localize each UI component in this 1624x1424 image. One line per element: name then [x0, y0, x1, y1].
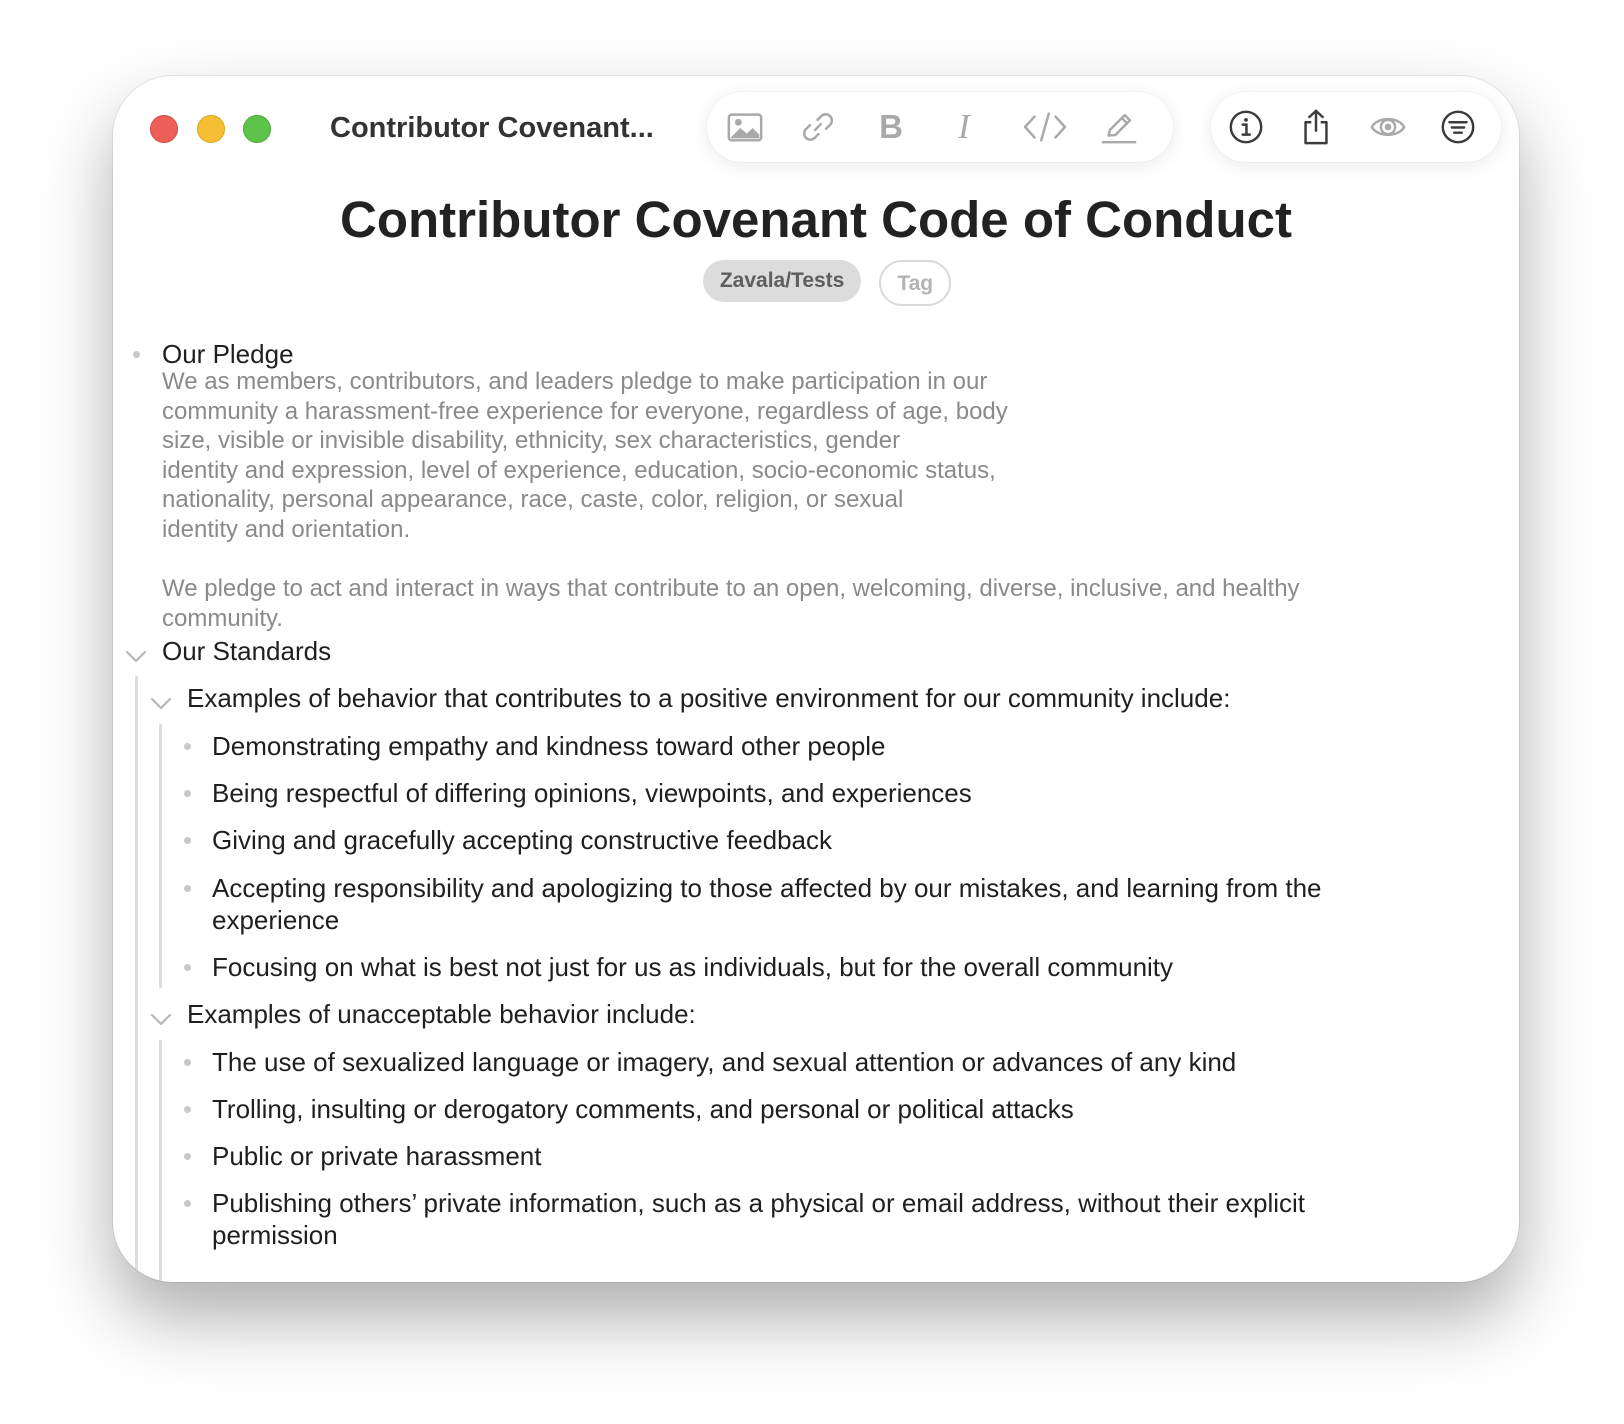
code-icon: [1021, 108, 1069, 146]
window-title: Contributor Covenant...: [330, 112, 654, 144]
share-icon: [1297, 108, 1335, 146]
note-line[interactable]: We pledge to act and interact in ways that contribute to an open, welcoming, diverse, inclusive, and healthy: [162, 575, 1300, 602]
list-item-continuation[interactable]: permission: [212, 1220, 338, 1250]
outline-row-standards[interactable]: Our Standards: [162, 636, 332, 666]
add-tag-field[interactable]: Tag: [879, 260, 951, 306]
filter-icon: [1439, 108, 1477, 146]
disclosure-chevron-icon[interactable]: [123, 643, 149, 669]
tag-chip[interactable]: Zavala/Tests: [703, 260, 862, 302]
bullet-icon: [184, 837, 191, 844]
note-line[interactable]: community a harassment-free experience for everyone, regardless of age, body: [162, 397, 1008, 425]
format-toolbar: [707, 92, 1173, 162]
highlight-button[interactable]: [1099, 107, 1139, 147]
bullet-icon: [184, 964, 191, 971]
bullet-icon: [184, 790, 191, 797]
disclosure-chevron-icon[interactable]: [148, 690, 174, 716]
bullet-icon: [184, 1106, 191, 1113]
italic-icon: I: [958, 107, 970, 146]
note-line[interactable]: identity and expression, level of experience, education, socio-economic status,: [162, 456, 996, 484]
highlight-icon: [1100, 108, 1138, 146]
list-item[interactable]: Demonstrating empathy and kindness toward other people: [212, 731, 886, 761]
note-line[interactable]: nationality, personal appearance, race, caste, color, religion, or sexual: [162, 486, 904, 514]
bullet-icon: [184, 1200, 191, 1207]
italic-button[interactable]: [944, 107, 984, 147]
filter-button[interactable]: [1438, 107, 1478, 147]
list-item[interactable]: Public or private harassment: [212, 1141, 542, 1171]
outline-row-positive[interactable]: Examples of behavior that contributes to a positive environment for our community include:: [187, 683, 1231, 713]
list-item[interactable]: Being respectful of differing opinions, viewpoints, and experiences: [212, 778, 972, 808]
link-icon: [799, 108, 837, 146]
bullet-icon: [133, 351, 140, 358]
list-item[interactable]: Publishing others’ private information, such as a physical or email address, without their explicit: [212, 1188, 1306, 1218]
image-icon: [726, 108, 764, 146]
list-item[interactable]: The use of sexualized language or imagery, and sexual attention or advances of any kind: [212, 1047, 1237, 1077]
info-button[interactable]: [1226, 107, 1266, 147]
list-item[interactable]: Accepting responsibility and apologizing to those affected by our mistakes, and learning from the: [212, 873, 1322, 903]
disclosure-chevron-icon[interactable]: [148, 1006, 174, 1032]
share-button[interactable]: [1296, 107, 1336, 147]
note-line[interactable]: identity and orientation.: [162, 516, 411, 543]
info-icon: [1227, 108, 1265, 146]
bold-button[interactable]: [871, 107, 911, 147]
note-line[interactable]: size, visible or invisible disability, ethnicity, sex characteristics, gender: [162, 427, 901, 455]
bullet-icon: [184, 1059, 191, 1066]
preview-icon: [1369, 108, 1407, 146]
bullet-icon: [184, 885, 191, 892]
tag-bar: [113, 260, 1519, 306]
list-item[interactable]: Trolling, insulting or derogatory comments, and personal or political attacks: [212, 1094, 1074, 1124]
bullet-icon: [184, 1153, 191, 1160]
document-title[interactable]: Contributor Covenant Code of Conduct: [340, 191, 1292, 248]
bold-icon: B: [879, 108, 903, 145]
action-toolbar: [1211, 92, 1501, 162]
insert-image-button[interactable]: [725, 107, 765, 147]
minimize-button[interactable]: [197, 115, 225, 143]
note-line[interactable]: community.: [162, 604, 283, 632]
indent-guide: [159, 1040, 162, 1282]
list-item[interactable]: Focusing on what is best not just for us as individuals, but for the overall community: [212, 952, 1174, 982]
outline-row-negative[interactable]: Examples of unacceptable behavior include:: [187, 999, 696, 1029]
close-button[interactable]: [150, 115, 178, 143]
maximize-button[interactable]: [243, 115, 271, 143]
list-item[interactable]: Giving and gracefully accepting constructive feedback: [212, 825, 833, 855]
indent-guide: [135, 676, 138, 1282]
code-button[interactable]: [1020, 107, 1070, 147]
preview-button[interactable]: [1368, 107, 1408, 147]
bullet-icon: [184, 743, 191, 750]
note-line[interactable]: We as members, contributors, and leaders pledge to make participation in our: [162, 368, 988, 395]
app-window: [113, 76, 1519, 1282]
list-item-continuation[interactable]: experience: [212, 905, 340, 935]
indent-guide: [159, 724, 162, 988]
outline-row-pledge[interactable]: Our Pledge: [162, 339, 294, 369]
link-button[interactable]: [798, 107, 838, 147]
